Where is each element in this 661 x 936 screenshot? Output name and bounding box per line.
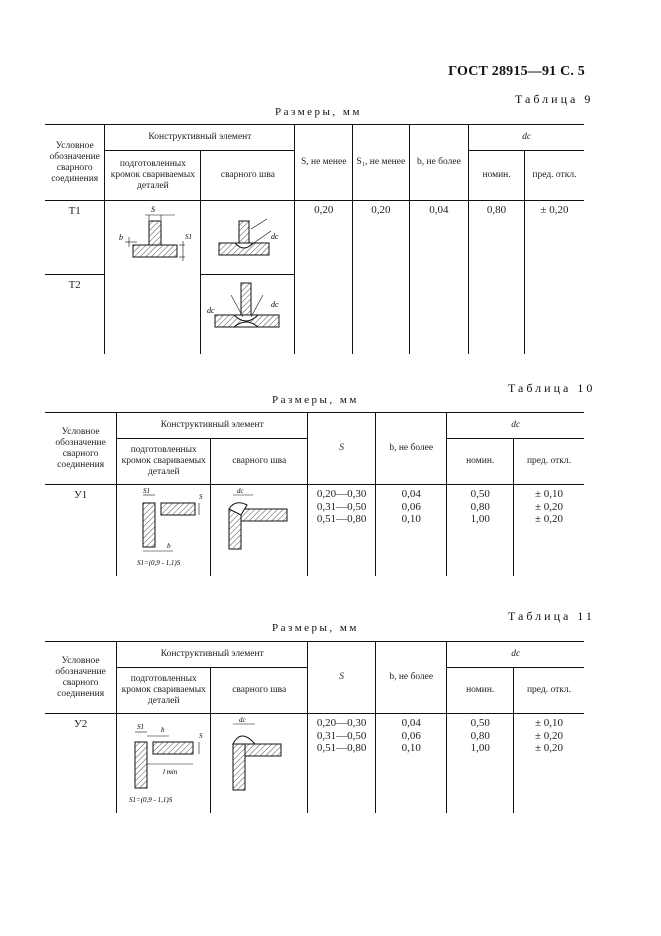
sketch-label-dc-left: dc	[207, 306, 215, 315]
table11-dimensions-caption: Размеры, мм	[272, 622, 359, 634]
t11-row-s: 0,20—0,30 0,31—0,50 0,51—0,80	[308, 714, 376, 814]
t10-head-weld: сварного шва	[211, 439, 308, 485]
t9-row2-label: Т2	[45, 275, 105, 355]
t11-head-tol: пред. откл.	[513, 668, 584, 714]
t9-sketch-weld-t2	[201, 275, 295, 355]
table10	[45, 412, 584, 576]
t10-row-s: 0,20—0,30 0,31—0,50 0,51—0,80	[308, 485, 376, 577]
t10-head-element: Конструктивный элемент	[117, 413, 308, 439]
t11-head-b: b, не более	[376, 642, 447, 714]
corner-joint-prepared-drawing	[117, 485, 210, 573]
sketch-label-s1: S1	[185, 233, 193, 241]
t9-sketch-prepared	[105, 201, 201, 355]
t11-row-b: 0,04 0,06 0,10	[376, 714, 447, 814]
t9-row1-s: 0,20	[295, 201, 353, 275]
sketch-label-s: S	[151, 205, 156, 214]
t9-row1-label: Т1	[45, 201, 105, 275]
t10-head-b: b, не более	[376, 413, 447, 485]
t11-head-element: Конструктивный элемент	[117, 642, 308, 668]
t9-head-dc: dc	[469, 125, 584, 151]
t10-head-nom: номин.	[447, 439, 514, 485]
t11-head-s: S	[308, 642, 376, 714]
t11-head-prepared: подготовленных кромок свариваемых деталей	[117, 668, 211, 714]
table11-caption: Таблица 11	[508, 609, 595, 623]
t10-sketch-weld	[211, 485, 308, 577]
t-joint-weld-drawing	[201, 201, 294, 271]
t9-row1-tol: ± 0,20	[540, 204, 569, 216]
t9-head-s1: S₁, не менее	[353, 125, 410, 201]
corner-joint-weld-drawing	[211, 485, 307, 573]
sketch-label-s1: S1	[143, 487, 151, 495]
table9-dimensions-caption: Размеры, мм	[275, 106, 362, 118]
t-joint-prepared-drawing	[105, 201, 200, 271]
t9-head-b: b, не более	[409, 125, 469, 201]
sketch-label-b: b	[167, 542, 171, 550]
sketch-label-s: S	[199, 493, 203, 501]
table9	[45, 124, 584, 354]
sketch-label-dc-right: dc	[271, 300, 279, 309]
t11-row-tol: ± 0,10 ± 0,20 ± 0,20	[534, 717, 563, 754]
table10-caption: Таблица 10	[508, 381, 596, 395]
page-header: ГОСТ 28915—91 С. 5	[448, 64, 585, 79]
table9-caption: Таблица 9	[515, 92, 594, 106]
t10-row-b: 0,04 0,06 0,10	[376, 485, 447, 577]
t11-head-weld: сварного шва	[211, 668, 308, 714]
t11-row-nom: 0,50 0,80 1,00	[447, 714, 514, 814]
t10-head-prepared: подготовленных кромок свариваемых деталей	[117, 439, 211, 485]
t9-head-designation: Условное обозначение сварного соединения	[45, 125, 105, 201]
t9-row1-b: 0,04	[409, 201, 469, 275]
t10-head-s: S	[308, 413, 376, 485]
sketch-label-dc: dc	[237, 487, 244, 495]
sketch-label-s1: S1	[137, 723, 145, 731]
sketch-label-b: b	[161, 726, 165, 734]
t9-head-weld: сварного шва	[201, 151, 295, 201]
t10-head-tol: пред. откл.	[513, 439, 584, 485]
t9-head-s: S, не менее	[295, 125, 353, 201]
t11-head-designation: Условное обозначение сварного соединения	[45, 642, 117, 714]
t10-head-dc: dc	[447, 413, 584, 439]
table11	[45, 641, 584, 813]
t11-head-dc: dc	[447, 642, 584, 668]
t11-sketch-prepared	[117, 714, 211, 814]
t11-row-label: У2	[45, 714, 117, 814]
edge-joint-prepared-drawing	[117, 714, 210, 810]
t10-row-label: У1	[45, 485, 117, 577]
t9-row1-s1: 0,20	[353, 201, 410, 275]
sketch-label-dc: dc	[239, 716, 246, 724]
table10-dimensions-caption: Размеры, мм	[272, 394, 359, 406]
t-joint-double-weld-drawing	[201, 275, 294, 351]
t10-row-nom: 0,50 0,80 1,00	[447, 485, 514, 577]
t10-row-tol: ± 0,10 ± 0,20 ± 0,20	[534, 488, 563, 525]
t9-head-prepared: подготовленных кромок свариваемых деталей	[105, 151, 201, 201]
sketch-formula: S1=(0,9 - 1,1)S	[129, 796, 173, 804]
sketch-label-s: S	[199, 732, 203, 740]
t9-head-element: Конструктивный элемент	[105, 125, 295, 151]
t11-sketch-weld	[211, 714, 308, 814]
t9-head-nom: номин.	[469, 151, 525, 201]
t9-row1-nom: 0,80	[469, 201, 525, 275]
t9-sketch-weld-t1	[201, 201, 295, 275]
t10-sketch-prepared	[117, 485, 211, 577]
sketch-label-dc: dc	[271, 232, 279, 241]
t10-head-designation: Условное обозначение сварного соединения	[45, 413, 117, 485]
sketch-label-b: b	[119, 233, 124, 242]
t11-head-nom: номин.	[447, 668, 514, 714]
t9-head-tol: пред. откл.	[524, 151, 584, 201]
edge-joint-weld-drawing	[211, 714, 307, 810]
sketch-formula: S1=(0,9 - 1,1)S	[137, 559, 181, 567]
sketch-label-lmin: l min	[163, 768, 178, 776]
